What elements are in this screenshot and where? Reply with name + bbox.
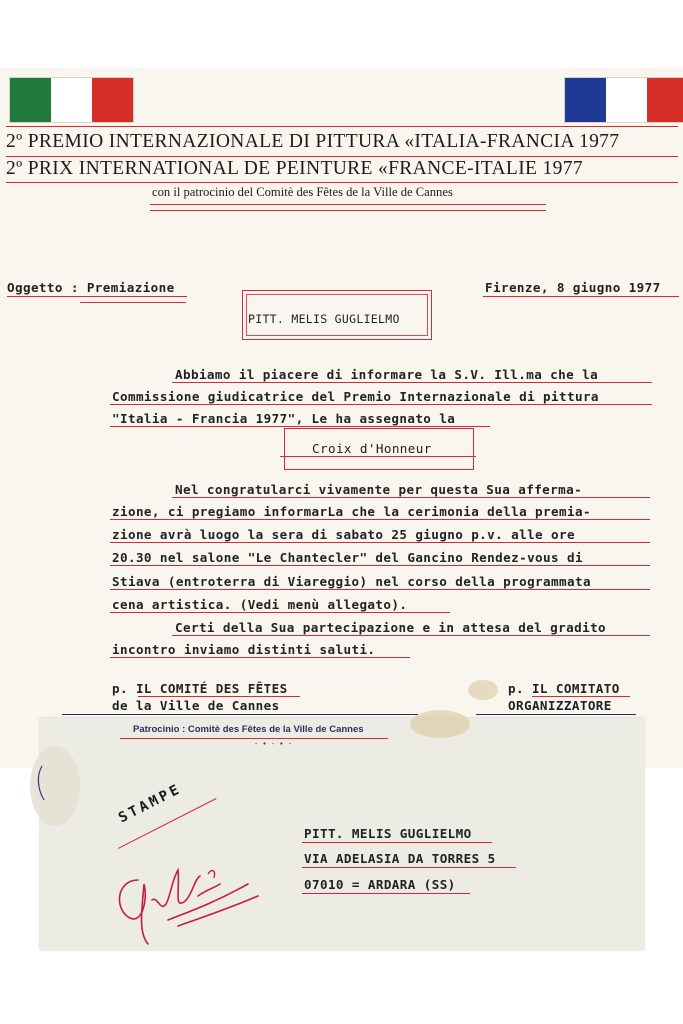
body-p2-line6: cena artistica. (Vedi menù allegato). (112, 597, 408, 612)
address-line1: PITT. MELIS GUGLIELMO (304, 826, 472, 841)
body-p1-line1: Abbiamo il piacere di informare la S.V. Ill.ma che la (175, 367, 599, 382)
header-rule-top (6, 126, 678, 127)
p1-underline-3 (110, 426, 490, 427)
paper-stain (468, 680, 498, 700)
body-p2-line3: zione avrà luogo la sera di sabato 25 giugno p.v. alle ore (112, 527, 575, 542)
address-underline-2 (302, 867, 516, 868)
address-line3: 07010 = ARDARA (SS) (304, 877, 456, 892)
body-p2-line4: 20.30 nel salone "Le Chantecler" del Gancino Rendez-vous di (112, 550, 583, 565)
sign-right-underline (532, 696, 630, 697)
body-p3-line1: Certi della Sua partecipazione e in attesa del gradito (175, 620, 607, 635)
award-name: Croix d'Honneur (312, 441, 432, 456)
date-underline (483, 296, 679, 297)
p1-underline-2 (110, 404, 652, 405)
envelope-flap-line (62, 714, 418, 715)
p3-underline-2 (110, 657, 410, 658)
address-line2: VIA ADELASIA DA TORRES 5 (304, 851, 496, 866)
header-patronage: con il patrocinio del Comitè des Fêtes de la Ville de Cannes (152, 185, 453, 199)
header-title-italian: 2º PREMIO INTERNAZIONALE DI PITTURA «ITALIA-FRANCIA 1977 (6, 131, 620, 152)
patronage-rule-1 (150, 204, 546, 205)
body-p3-line2: incontro inviamo distinti saluti. (112, 642, 376, 657)
handwritten-signature (108, 840, 268, 950)
envelope-patronage-underline (120, 738, 388, 739)
envelope-flap-line-right (476, 714, 636, 715)
address-underline-1 (302, 842, 492, 843)
header-rule-bottom (6, 182, 678, 183)
header-rule-mid (6, 156, 678, 157)
p3-underline-1 (172, 635, 650, 636)
patronage-rule-2 (150, 210, 546, 211)
french-flag (565, 78, 683, 122)
sign-left-line2: de la Ville de Cannes (112, 698, 280, 713)
envelope-ornament: - • - • - (254, 740, 292, 748)
recipient-name: PITT. MELIS GUGLIELMO (248, 312, 400, 326)
sign-left-underline (138, 696, 300, 697)
body-p1-line3: "Italia - Francia 1977", Le ha assegnato la (112, 411, 456, 426)
address-underline-3 (302, 893, 470, 894)
p2-underline-6 (110, 612, 450, 613)
subject-underline-2 (80, 302, 186, 303)
p1-underline-1 (172, 382, 652, 383)
sign-left-line1: p. IL COMITÉ DES FÊTES (112, 681, 288, 696)
envelope-stain-top (410, 710, 470, 738)
subject-line: Oggetto : Premiazione (7, 280, 175, 295)
margin-mark (32, 760, 62, 820)
award-underline (280, 456, 476, 457)
p2-underline-1 (172, 497, 650, 498)
p2-underline-4 (110, 565, 650, 566)
p2-underline-5 (110, 589, 650, 590)
header-title-french: 2º PRIX INTERNATIONAL DE PEINTURE «FRANCE-ITALIE 1977 (6, 158, 583, 179)
body-p2-line2: zione, ci pregiamo informarLa che la cerimonia della premia- (112, 504, 591, 519)
p2-underline-2 (110, 519, 650, 520)
body-p2-line1: Nel congratularci vivamente per questa Sua afferma- (175, 482, 583, 497)
p2-underline-3 (110, 542, 650, 543)
sign-right-line2: ORGANIZZATORE (508, 698, 612, 713)
stamp-label: STAMPE (116, 780, 185, 827)
envelope-patronage: Patrocinio : Comitè des Fêtes de la Ville de Cannes (133, 724, 364, 735)
sign-right-line1: p. IL COMITATO (508, 681, 620, 696)
italian-flag (10, 78, 133, 122)
body-p2-line5: Stiava (entroterra di Viareggio) nel corso della programmata (112, 574, 591, 589)
subject-underline (7, 296, 187, 297)
place-date: Firenze, 8 giugno 1977 (485, 280, 661, 295)
body-p1-line2: Commissione giudicatrice del Premio Internazionale di pittura (112, 389, 599, 404)
